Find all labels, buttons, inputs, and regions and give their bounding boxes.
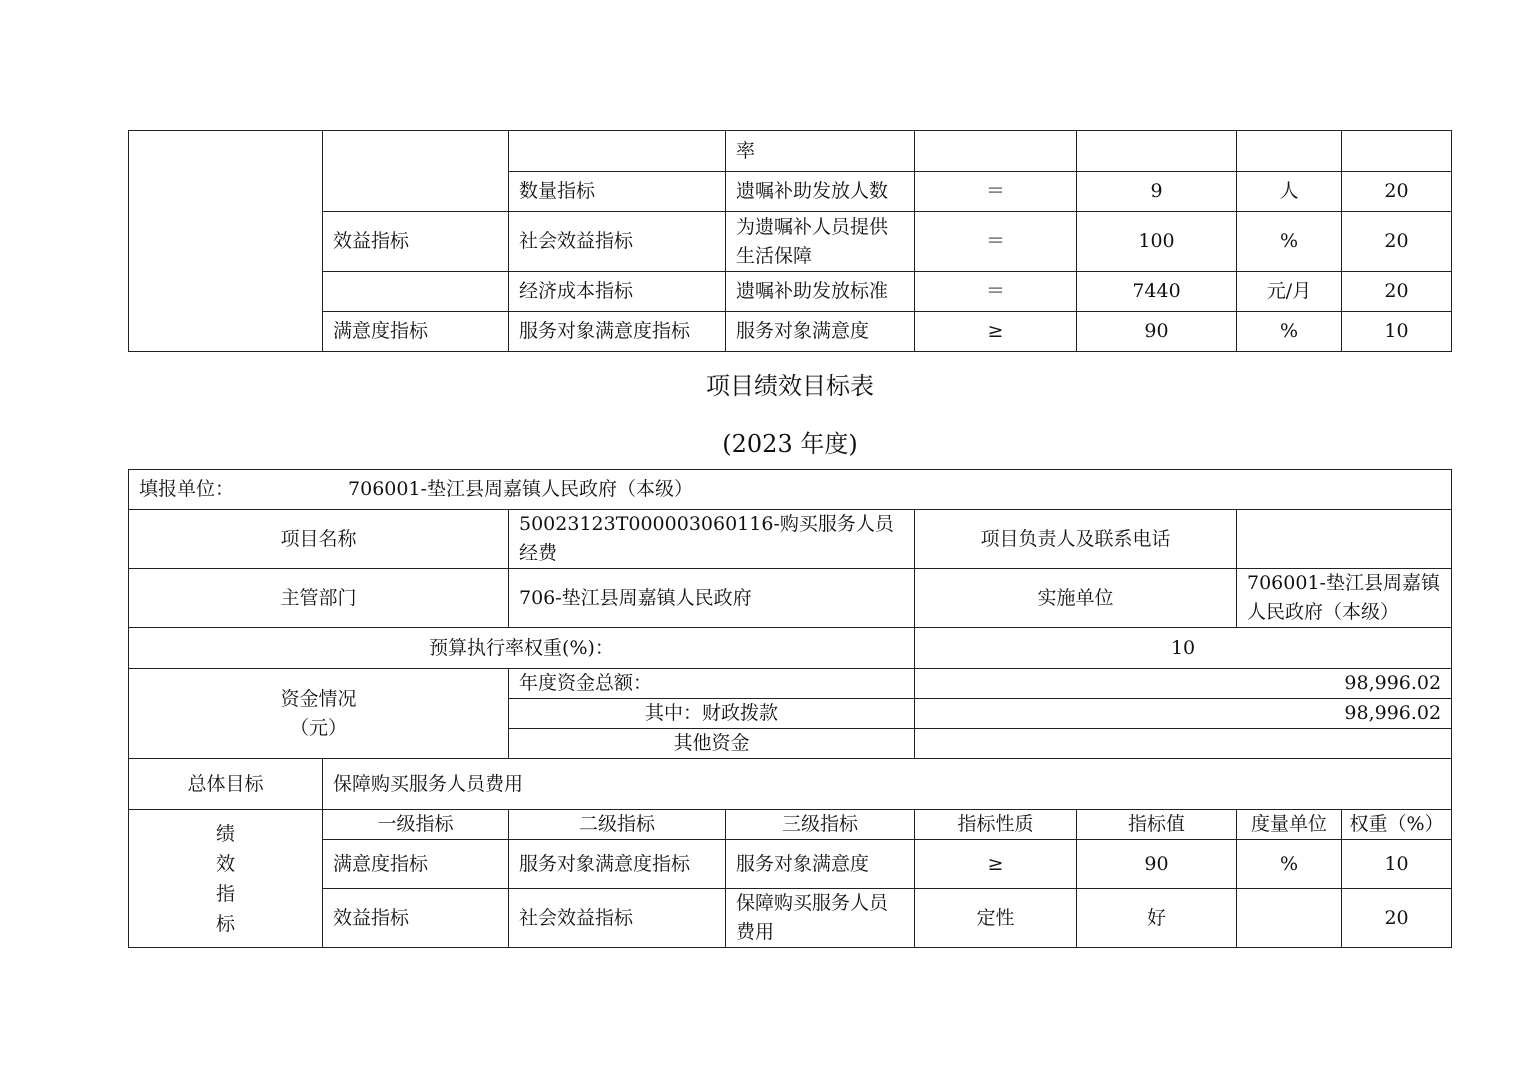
- level3-cell: 服务对象满意度: [726, 312, 915, 352]
- level1-cell: 满意度指标: [323, 840, 509, 889]
- weight-cell: 10: [1342, 312, 1452, 352]
- fiscal-funds-value: 98,996.02: [915, 699, 1452, 729]
- perf-char: 绩: [215, 822, 235, 845]
- filing-unit-label: 填报单位：: [139, 478, 235, 500]
- impl-unit-label: 实施单位: [915, 569, 1237, 628]
- nature-cell: ≥: [915, 312, 1077, 352]
- value-cell: 好: [1077, 889, 1237, 948]
- unit-cell: %: [1237, 212, 1342, 272]
- nature-cell: 定性: [915, 889, 1077, 948]
- dept-value: 706-垫江县周嘉镇人民政府: [509, 569, 915, 628]
- nature-cell: [915, 131, 1077, 172]
- weight-cell: [1342, 131, 1452, 172]
- nature-cell: ＝: [915, 212, 1077, 272]
- weight-cell: 20: [1342, 889, 1452, 948]
- impl-unit-value: 706001-垫江县周嘉镇人民政府（本级）: [1237, 569, 1452, 628]
- total-funds-label: 年度资金总额：: [509, 669, 915, 699]
- merged-left-cell: [129, 131, 323, 352]
- page-subtitle: (2023 年度): [722, 430, 858, 458]
- value-cell: 90: [1077, 312, 1237, 352]
- level2-cell: 服务对象满意度指标: [509, 312, 726, 352]
- level3-cell: 遗嘱补助发放人数: [726, 172, 915, 212]
- weight-cell: 20: [1342, 272, 1452, 312]
- unit-cell: 元/月: [1237, 272, 1342, 312]
- budget-weight-value: 10: [915, 628, 1452, 669]
- level3-cell: 为遗嘱补人员提供生活保障: [726, 212, 915, 272]
- overall-goal-label: 总体目标: [129, 759, 323, 810]
- level2-cell: 社会效益指标: [509, 889, 726, 948]
- funds-label: [129, 669, 509, 759]
- weight-cell: 20: [1342, 212, 1452, 272]
- level1-cell: 效益指标: [323, 889, 509, 948]
- nature-cell: ≥: [915, 840, 1077, 889]
- level2-cell: 社会效益指标: [509, 212, 726, 272]
- perf-char: 标: [215, 912, 235, 935]
- funds-label-line1: 资金情况: [280, 687, 357, 710]
- level3-cell: 遗嘱补助发放标准: [726, 272, 915, 312]
- header-weight: 权重（%）: [1342, 810, 1452, 840]
- weight-cell: 20: [1342, 172, 1452, 212]
- performance-goal-table: [128, 469, 1452, 948]
- level3-cell: 服务对象满意度: [726, 840, 915, 889]
- fiscal-funds-label: 其中：财政拨款: [509, 699, 915, 729]
- header-unit: 度量单位: [1237, 810, 1342, 840]
- page-title: 项目绩效目标表: [706, 372, 874, 400]
- level2-cell: 数量指标: [509, 172, 726, 212]
- budget-weight-label: 预算执行率权重(%)：: [129, 628, 915, 669]
- nature-cell: ＝: [915, 172, 1077, 212]
- dept-label: 主管部门: [129, 569, 509, 628]
- unit-cell: %: [1237, 840, 1342, 889]
- header-level2: 二级指标: [509, 810, 726, 840]
- performance-indicator-label: [129, 810, 323, 948]
- overall-goal-value: 保障购买服务人员费用: [323, 759, 1452, 810]
- project-name-value: 50023123T000003060116-购买服务人员经费: [509, 510, 915, 569]
- nature-cell: ＝: [915, 272, 1077, 312]
- header-level3: 三级指标: [726, 810, 915, 840]
- perf-char: 效: [215, 852, 235, 875]
- filing-unit-row: [129, 470, 1452, 510]
- header-value: 指标值: [1077, 810, 1237, 840]
- perf-char: 指: [215, 882, 235, 905]
- value-cell: 90: [1077, 840, 1237, 889]
- level1-cell: 满意度指标: [323, 312, 509, 352]
- contact-label: 项目负责人及联系电话: [915, 510, 1237, 569]
- filing-unit-value: 706001-垫江县周嘉镇人民政府（本级）: [348, 478, 693, 500]
- unit-cell: 人: [1237, 172, 1342, 212]
- other-funds-value: [915, 729, 1452, 759]
- value-cell: 100: [1077, 212, 1237, 272]
- level2-cell: 经济成本指标: [509, 272, 726, 312]
- total-funds-value: 98,996.02: [915, 669, 1452, 699]
- header-level1: 一级指标: [323, 810, 509, 840]
- value-cell: 7440: [1077, 272, 1237, 312]
- unit-cell: %: [1237, 312, 1342, 352]
- level3-cell: 保障购买服务人员费用: [726, 889, 915, 948]
- level2-cell: 服务对象满意度指标: [509, 840, 726, 889]
- level2-cell: [509, 131, 726, 172]
- value-cell: [1077, 131, 1237, 172]
- weight-cell: 10: [1342, 840, 1452, 889]
- value-cell: 9: [1077, 172, 1237, 212]
- header-nature: 指标性质: [915, 810, 1077, 840]
- level1-cell: 效益指标: [323, 212, 509, 272]
- level1-cell: [323, 272, 509, 312]
- funds-label-line2: （元）: [289, 716, 347, 739]
- other-funds-label: 其他资金: [509, 729, 915, 759]
- level3-cell: 率: [726, 131, 915, 172]
- unit-cell: [1237, 131, 1342, 172]
- indicator-table-continued: [128, 130, 1452, 352]
- level1-cell: [323, 131, 509, 212]
- project-name-label: 项目名称: [129, 510, 509, 569]
- unit-cell: [1237, 889, 1342, 948]
- contact-value: [1237, 510, 1452, 569]
